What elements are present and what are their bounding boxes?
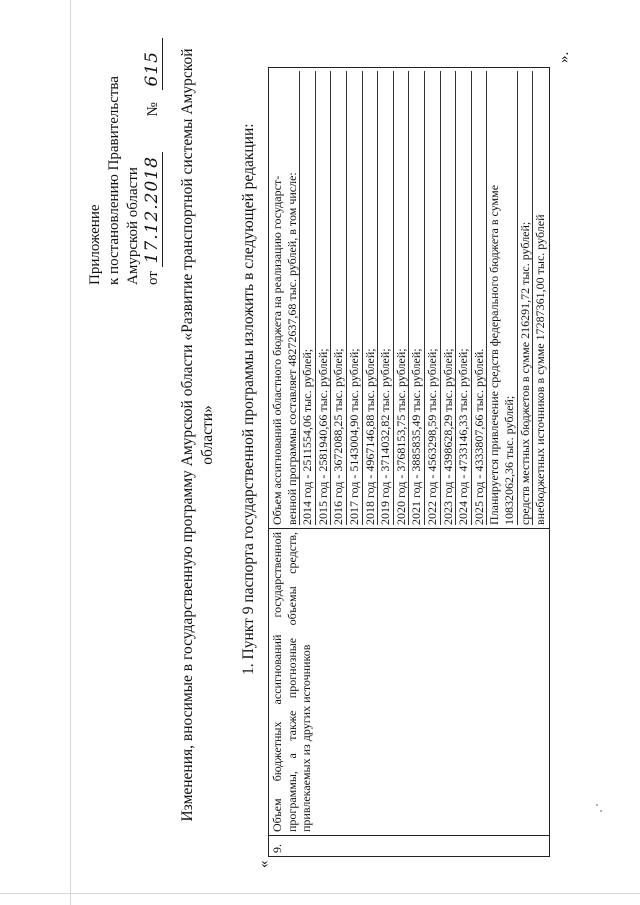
row-number: 9. [269, 836, 550, 857]
year-line: 2019 год - 3714032,82 тыс. рублей; [378, 71, 394, 525]
year-line: 2024 год - 4733146,33 тыс. рублей; [456, 71, 472, 525]
row-value [269, 68, 550, 529]
funding-intro [270, 71, 300, 525]
appendix-header [86, 45, 163, 285]
extrabudgetary-funding: внебюджетных источников в сумме 17287361,00 тыс. рублей [533, 214, 548, 525]
federal-funding-line-1: Планируется привлечение средств федерального бюджета в сумме [487, 184, 502, 525]
year-line: 2023 год - 4398628,29 тыс. рублей; [441, 71, 457, 525]
funding-intro-line-1: Объем ассигнований областного бюджета на реализацию государст- [270, 175, 284, 525]
title-line-1: Изменения, вносимые в государственную программу Амурской области «Развитие транспортной системы Амурской [179, 48, 196, 822]
federal-funding-line-2: 10832062,36 тыс. рублей; [501, 395, 516, 525]
row-name: Объем бюджетных ассигнований государственной программы, а также прогнозные объемы средств, привлекаемых из других источников [269, 529, 550, 836]
passport-table [268, 67, 550, 857]
local-funding: средств местных бюджетов в сумме 216291,72 тыс. рублей; [518, 71, 534, 525]
section-instruction: 1. Пункт 9 паспорта государственной программы изложить в следующей редакции: [240, 123, 257, 675]
year-line: 2022 год - 4563298,59 тыс. рублей; [425, 71, 441, 525]
year-line: 2017 год - 5143004,90 тыс. рублей; [347, 71, 363, 525]
year-line: 2020 год - 3768153,75 тыс. рублей; [394, 71, 410, 525]
table-row [269, 68, 550, 857]
date-prefix: от [145, 271, 161, 285]
handwritten-number: 615 [143, 38, 163, 90]
closing-quote: ». [556, 51, 572, 63]
appendix-label: Приложение [87, 204, 103, 285]
year-line: 2015 год - 2581940,66 тыс. рублей; [316, 71, 332, 525]
year-line: 2025 год - 4333807,66 тыс. рублей. [472, 71, 488, 525]
year-line: 2014 год - 2511554,06 тыс. рублей; [300, 71, 316, 525]
funding-intro-line-2: венной программы составляет 48272637,68 тыс. рублей, в том числе: [284, 172, 299, 525]
date-number-line [143, 45, 163, 285]
year-line: 2016 год - 3672088,25 тыс. рублей; [331, 71, 347, 525]
region-name: Амурской области [125, 167, 141, 285]
handwritten-date: 17.12.2018 [143, 152, 163, 267]
number-prefix: № [145, 102, 161, 117]
opening-quote: « [256, 860, 272, 868]
title-line-2: области» [199, 405, 216, 465]
year-line: 2018 год - 4967146,88 тыс. рублей; [363, 71, 379, 525]
year-line: 2021 год - 3885835,49 тыс. рублей; [409, 71, 425, 525]
federal-funding [487, 71, 517, 525]
document-title [178, 25, 218, 845]
decree-reference: к постановлению Правительства [106, 76, 122, 285]
